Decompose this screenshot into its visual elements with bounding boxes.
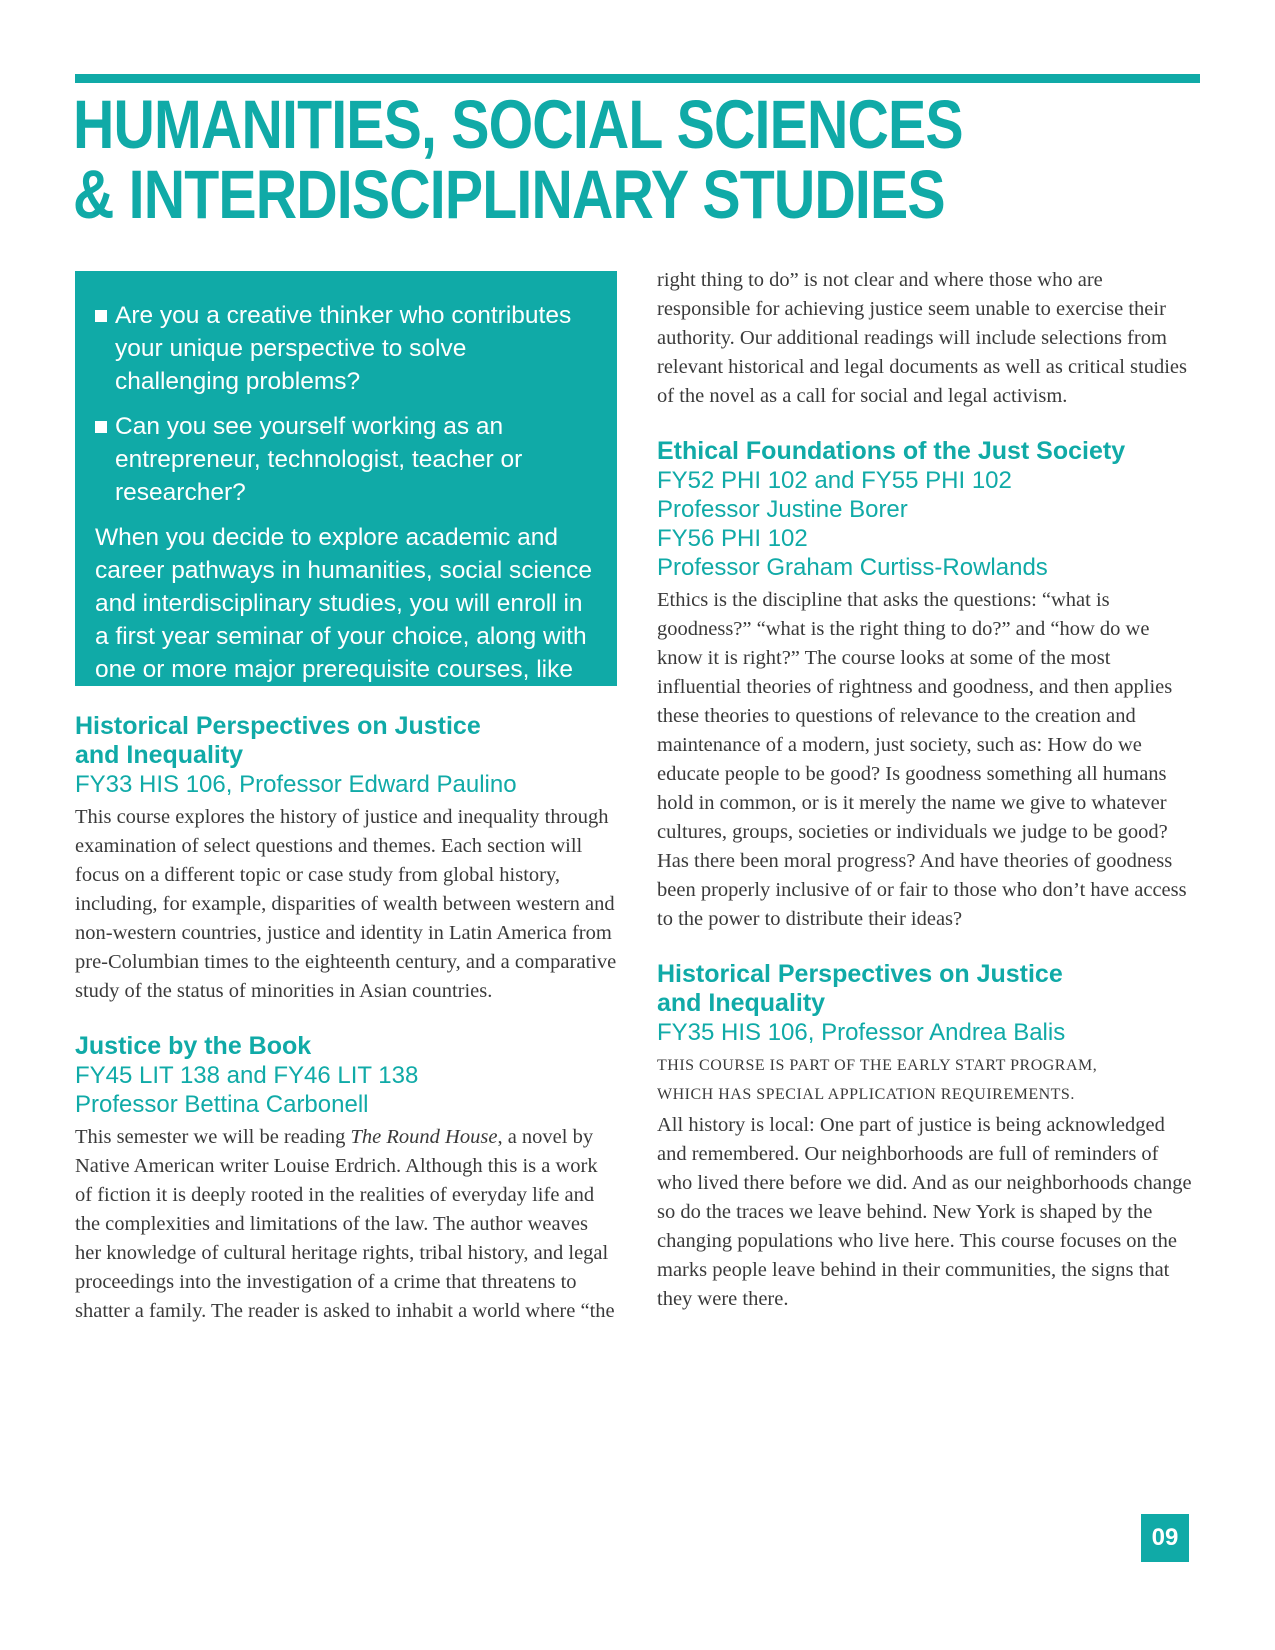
course-entry: [657, 437, 1197, 934]
course-entry: [75, 712, 617, 1006]
course-section-info: FY52 PHI 102 and FY55 PHI 102 Professor Justine Borer FY56 PHI 102 Professor Graham Curtiss-Rowlands: [657, 467, 1048, 581]
course-title: Justice by the Book: [75, 1032, 312, 1060]
right-column: [657, 266, 1197, 1314]
course-description: This course explores the history of justice and inequality through examination of select questions and themes. Each section will focus on a different topic or case study from global history, including, for example, disparities of wealth between western and non-western countries, justice and identity in Latin America from pre-Columbian times to the eighteenth century, and a comparative study of the status of minorities in Asian countries.: [75, 806, 617, 1002]
course-description-text: This semester we will be reading: [75, 1126, 351, 1148]
course-description: Ethics is the discipline that asks the questions: “what is goodness?” “what is the right thing to do?” and “how do we know it is right?” The course looks at some of the most influential theories of rightness and goodness, and then applies these theories to questions of relevance to the creation and maintenance of a modern, just society, such as: How do we educate people to be good? Is goodness something all humans hold in common, or is it merely the name we give to whatever cultures, groups, societies or individuals we judge to be good? Has there been moral progress? And have theories of goodness been properly inclusive of or fair to those who don’t have access to the power to distribute their ideas?: [657, 589, 1187, 930]
left-column: [75, 271, 617, 1326]
intro-bullet-list: [95, 299, 597, 509]
intro-bullet: [95, 410, 597, 509]
page-title-line-1: HUMANITIES, SOCIAL SCIENCES: [73, 86, 963, 163]
course-title: Ethical Foundations of the Just Society: [657, 437, 1126, 465]
course-description-text: , a novel by Native American writer Louise Erdrich. Although this is a work of fiction it is deeply rooted in the realities of everyday life and the complexities and limitations of the law. The author weaves her knowledge of cultural heritage rights, tribal history, and legal proceedings into the investigation of a crime that threatens to shatter a family. The reader is asked to inhabit a world where “the: [75, 1126, 615, 1322]
top-rule: [75, 74, 1200, 83]
course-entry: [657, 960, 1197, 1314]
course-description-continued: right thing to do” is not clear and where those who are responsible for achieving justice seem unable to exercise their authority. Our additional readings will include selections from relevant historical and legal documents as well as critical studies of the novel as a call for social and legal activism.: [657, 269, 1187, 407]
square-bullet-icon: [95, 310, 107, 322]
course-entry: [75, 1032, 617, 1326]
program-note: THIS COURSE IS PART OF THE EARLY START PROGRAM, WHICH HAS SPECIAL APPLICATION REQUIREMENTS.: [657, 1057, 1098, 1103]
book-title: The Round House: [350, 1126, 498, 1148]
page-title: [73, 86, 963, 233]
intro-bullet-text: Are you a creative thinker who contributes your unique perspective to solve challenging problems?: [115, 302, 572, 395]
course-description: [75, 1123, 617, 1326]
page-number: 09: [1141, 1514, 1189, 1562]
square-bullet-icon: [95, 421, 107, 433]
course-section-info: FY35 HIS 106, Professor Andrea Balis: [657, 1019, 1066, 1046]
course-description: All history is local: One part of justice is being acknowledged and remembered. Our neighborhoods are full of reminders of who lived there before we did. And as our neighborhoods change so do the traces we leave behind. New York is shaped by the changing populations who live here. This course focuses on the marks people leave behind in their communities, the signs that they were there.: [657, 1114, 1192, 1310]
course-continuation: [657, 266, 1197, 411]
page-title-line-2: & INTERDISCIPLINARY STUDIES: [73, 156, 945, 233]
course-section-info: FY33 HIS 106, Professor Edward Paulino: [75, 771, 517, 798]
course-section-info: FY45 LIT 138 and FY46 LIT 138 Professor Bettina Carbonell: [75, 1062, 419, 1118]
intro-callout: [75, 271, 617, 716]
intro-paragraph: When you decide to explore academic and career pathways in humanities, social science and interdisciplinary studies, you will enroll in a first year seminar of your choice, along with one or more major prerequisite courses, like ANT 101 or SOC 101.: [95, 524, 593, 716]
course-title: Historical Perspectives on Justice and Inequality: [75, 712, 481, 769]
course-title: Historical Perspectives on Justice and Inequality: [657, 960, 1063, 1017]
intro-bullet: [95, 299, 597, 398]
intro-bullet-text: Can you see yourself working as an entrepreneur, technologist, teacher or researcher?: [115, 413, 523, 506]
